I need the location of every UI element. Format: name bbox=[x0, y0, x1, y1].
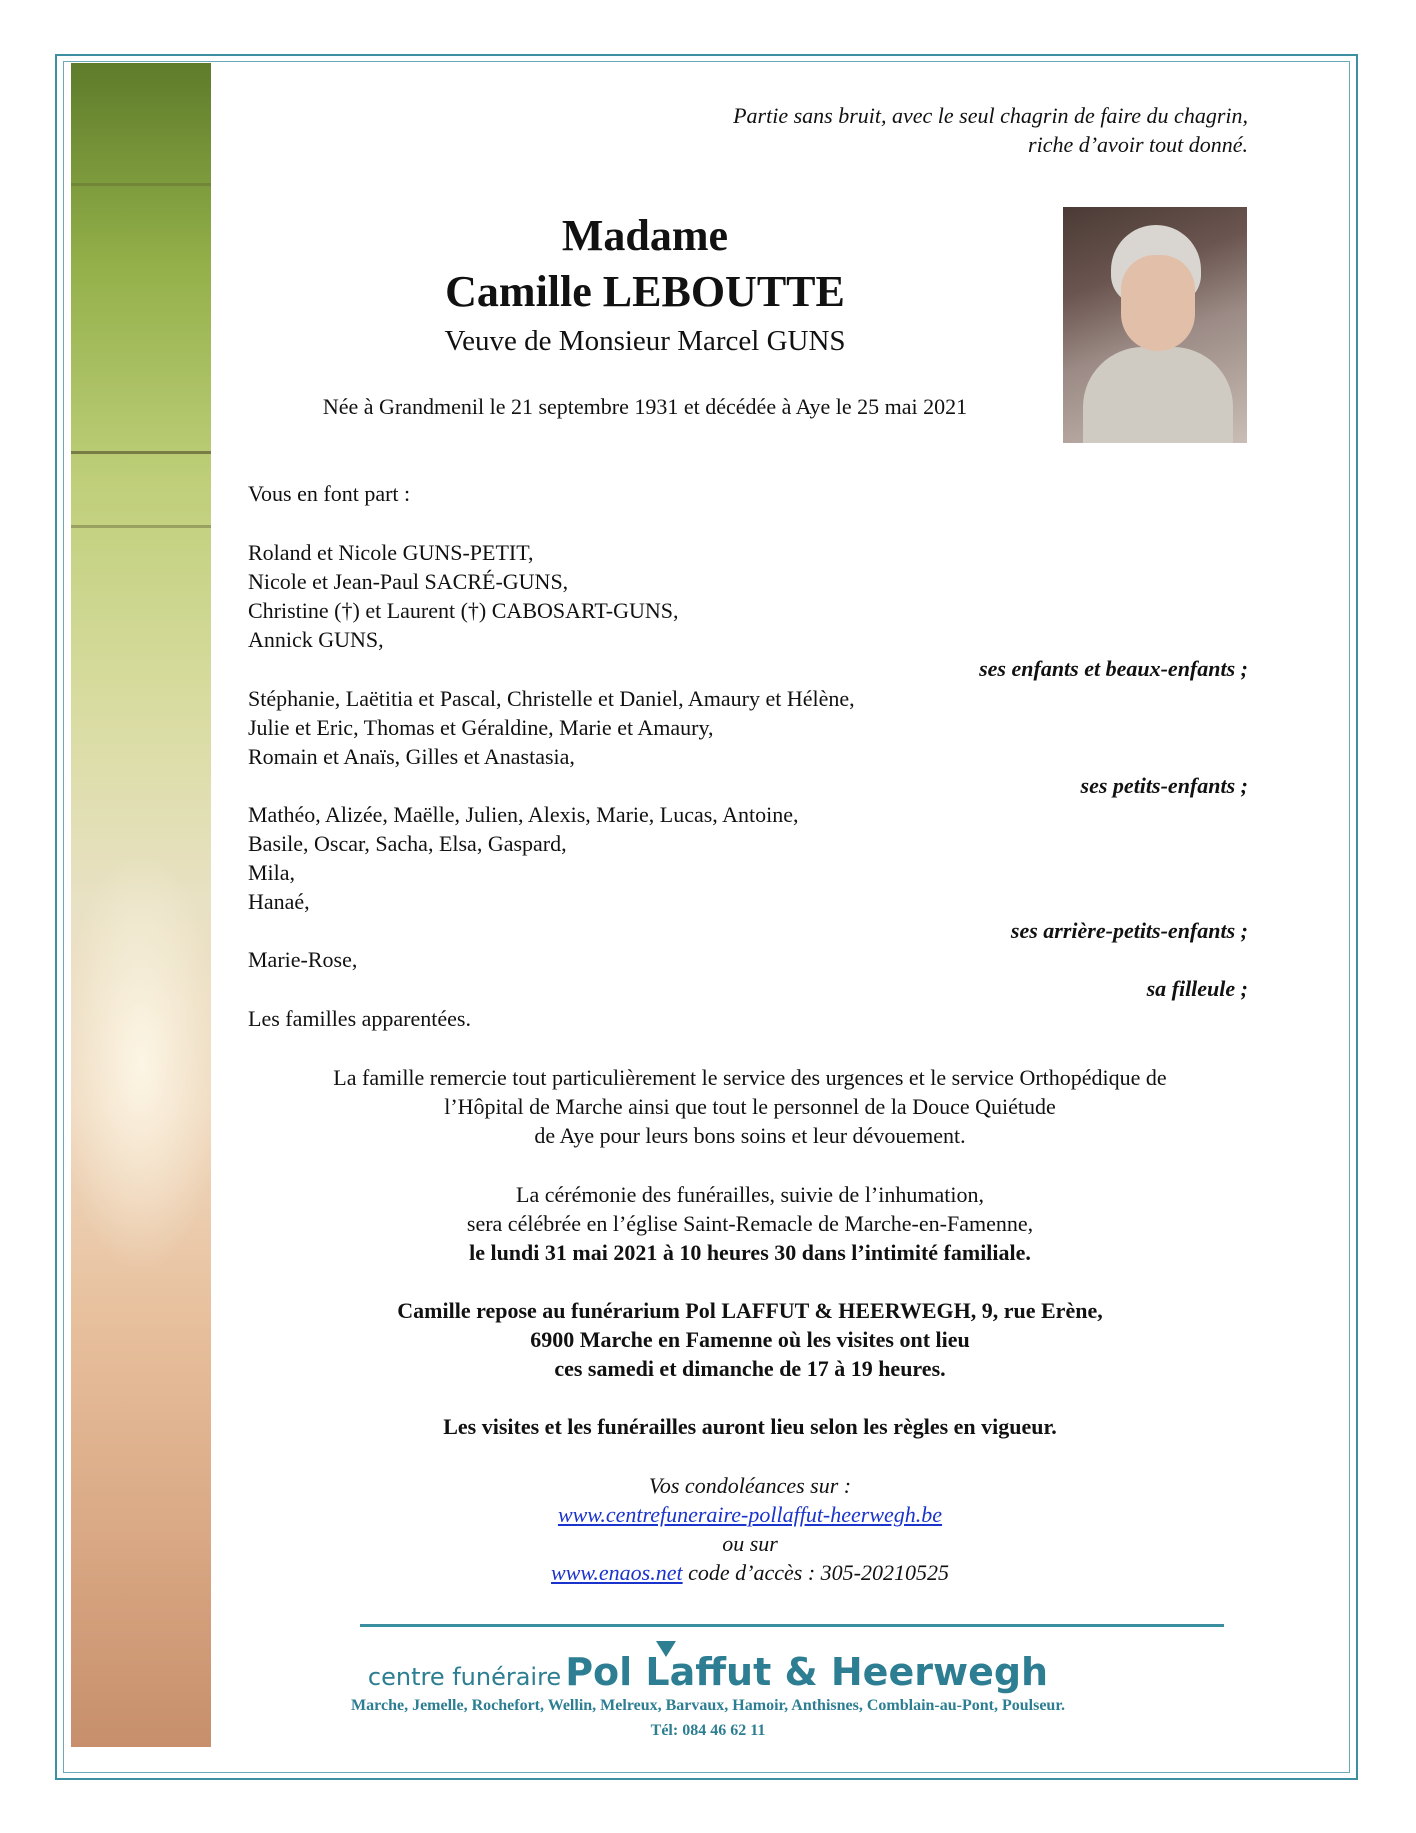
rules-line: Les visites et les funérailles auront lieu selon les règles en vigueur. bbox=[443, 1414, 1057, 1439]
towns-line: Marche, Jemelle, Rochefort, Wellin, Melreux, Barvaux, Hamoir, Anthisnes, Comblain-au-Pont, Poulseur. bbox=[351, 1697, 1065, 1714]
list-item: Basile, Oscar, Sacha, Elsa, Gaspard, bbox=[248, 831, 567, 856]
list-item: Julie et Eric, Thomas et Géraldine, Marie et Amaury, bbox=[248, 715, 714, 740]
dates-line: Née à Grandmenil le 21 septembre 1931 et décédée à Aye le 25 mai 2021 bbox=[322, 394, 968, 419]
list-item: Mathéo, Alizée, Maëlle, Julien, Alexis, Marie, Lucas, Antoine, bbox=[248, 802, 799, 827]
logo-big-text: Pol Laffut & Heerwegh bbox=[565, 1650, 1049, 1694]
list-item: Nicole et Jean-Paul SACRÉ-GUNS, bbox=[248, 569, 569, 594]
greatgrandchildren-label: ses arrière-petits-enfants ; bbox=[1010, 918, 1248, 943]
logo-small-text: centre funéraire bbox=[367, 1663, 562, 1691]
ceremony-date: le lundi 31 mai 2021 à 10 heures 30 dans l’intimité familiale. bbox=[469, 1240, 1031, 1265]
ceremony-line-1: La cérémonie des funérailles, suivie de l’inhumation, bbox=[516, 1182, 984, 1207]
list-item: Stéphanie, Laëtitia et Pascal, Christelle et Daniel, Amaury et Hélène, bbox=[248, 686, 855, 711]
list-item: Roland et Nicole GUNS-PETIT, bbox=[248, 540, 534, 565]
condolences-label: Vos condoléances sur : bbox=[648, 1473, 852, 1498]
widow-line: Veuve de Monsieur Marcel GUNS bbox=[444, 325, 846, 357]
footer-rule bbox=[360, 1624, 1224, 1627]
thanks-line-1: La famille remercie tout particulièrement le service des urgences et le service Orthopédique de bbox=[333, 1065, 1167, 1090]
list-item: Christine (†) et Laurent (†) CABOSART-GUNS, bbox=[248, 598, 679, 623]
deceased-name: Camille LEBOUTTE bbox=[445, 267, 845, 316]
thanks-line-2: l’Hôpital de Marche ainsi que tout le personnel de la Douce Quiétude bbox=[444, 1094, 1056, 1119]
rest-line-2: 6900 Marche en Famenne où les visites ont lieu bbox=[530, 1327, 970, 1352]
intro-text: Vous en font part : bbox=[248, 481, 411, 506]
thanks-line-3: de Aye pour leurs bons soins et leur dévouement. bbox=[534, 1123, 966, 1148]
epigraph-line-1: Partie sans bruit, avec le seul chagrin de faire du chagrin, bbox=[733, 103, 1248, 128]
epigraph-line-2: riche d’avoir tout donné. bbox=[1028, 132, 1248, 157]
list-item: Annick GUNS, bbox=[248, 627, 384, 652]
funeral-center-link[interactable]: www.centrefuneraire-pollaffut-heerwegh.be bbox=[557, 1502, 943, 1527]
goddaughter-label: sa filleule ; bbox=[1146, 976, 1248, 1001]
condolences-link-line bbox=[200, 1500, 1300, 1529]
list-item: Romain et Anaïs, Gilles et Anastasia, bbox=[248, 744, 575, 769]
grandchildren-label: ses petits-enfants ; bbox=[1080, 773, 1248, 798]
rest-line-3: ces samedi et dimanche de 17 à 19 heures. bbox=[554, 1356, 946, 1381]
access-code: code d’accès : 305-20210525 bbox=[682, 1560, 949, 1585]
list-item: Marie-Rose, bbox=[248, 947, 358, 972]
enaos-line bbox=[200, 1558, 1300, 1587]
condolences-or: ou sur bbox=[722, 1531, 778, 1556]
forest-path-image bbox=[71, 63, 211, 1747]
children-label: ses enfants et beaux-enfants ; bbox=[979, 656, 1248, 681]
phone-line: Tél: 084 46 62 11 bbox=[650, 1722, 766, 1739]
list-item: Mila, bbox=[248, 860, 296, 885]
enaos-link[interactable]: www.enaos.net bbox=[551, 1560, 683, 1585]
portrait-photo bbox=[1063, 207, 1247, 443]
funeral-home-logo bbox=[0, 1650, 1416, 1694]
rest-line-1: Camille repose au funérarium Pol LAFFUT & HEERWEGH, 9, rue Erène, bbox=[397, 1298, 1103, 1323]
relatives-line: Les familles apparentées. bbox=[248, 1006, 471, 1031]
page-title: Madame bbox=[561, 211, 729, 260]
list-item: Hanaé, bbox=[248, 889, 310, 914]
ceremony-line-2: sera célébrée en l’église Saint-Remacle de Marche-en-Famenne, bbox=[466, 1211, 1034, 1236]
